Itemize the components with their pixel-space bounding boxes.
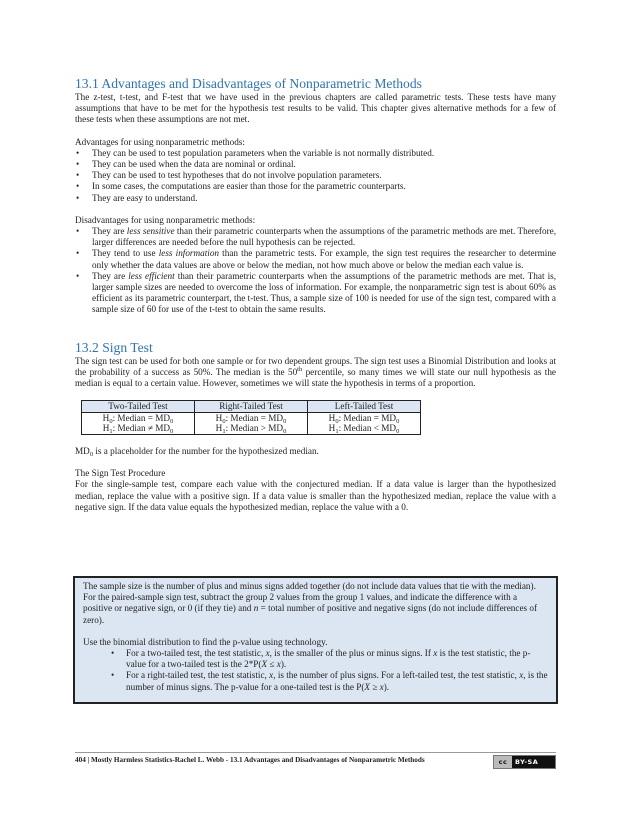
list-item: • They are less sensitive than their parametric counterparts when the assumptions of the parametric methods are met. Therefore, larger differences are needed before the null hypothesis can be rejected. (75, 226, 556, 248)
footer-text: 404 | Mostly Harmless Statistics-Rachel L. Webb - 13.1 Advantages and Disadvantages of Nonparametric Methods (75, 756, 425, 764)
table-header: Two-Tailed Test (82, 401, 195, 413)
page-content (75, 76, 556, 513)
procedure-text: For the single-sample test, compare each value with the conjectured median. If a data value is larger than the hypothesized median, replace the value with a positive sign. If a data value is smaller than the hypothesized median, replace the value with a negative sign. If the data value equals the hypothesized median, replace the value with a 0. (75, 479, 556, 512)
table-cell: $H_1$: Median < $MD_0$ (308, 423, 421, 434)
table-row (82, 412, 421, 423)
list-item: • They tend to use less information than the parametric tests. For example, the sign test requires the researcher to determine only whether the data values are above or below the median, not how much above or below the median each value is. (75, 248, 556, 270)
table-cell: $H_0$: Median = $MD_0$ (82, 412, 195, 423)
table-cell: $H_0$: Median = $MD_0$ (195, 412, 308, 423)
table-header: Left-Tailed Test (308, 401, 421, 413)
cc-by-sa-license-badge[interactable] (493, 755, 556, 769)
box-paragraph: The sample size is the number of plus and minus signs added together (do not include data values that tie with the median). For the paired-sample sign test, subtract the group 2 values from the group 1 values, and indicate the difference with a positive or negative sign, or 0 (if they tie) and n = total number of positive and negative signs (do not include differences of zero). (83, 581, 538, 625)
list-item: • For a right-tailed test, the test statistic, x, is the number of plus signs. For a left-tailed test, the test statistic, x, is the number of minus signs. The p-value for a one-tailed test is the P(X ≥ x). (110, 670, 548, 692)
procedure-callout-box (73, 576, 558, 704)
list-item: • They can be used to test population parameters when the variable is not normally distributed. (75, 148, 556, 159)
disadvantages-title: Disadvantages for using nonparametric methods: (75, 214, 256, 225)
table-cell: $H_0$: Median = $MD_0$ (308, 412, 421, 423)
procedure-title: The Sign Test Procedure (75, 468, 166, 479)
section-heading-13-1: 13.1 Advantages and Disadvantages of Nonparametric Methods (75, 76, 422, 91)
license-label: BY-SA (515, 758, 539, 766)
cc-icon: cc (494, 756, 512, 768)
box-list (110, 648, 548, 693)
section-heading-13-2: 13.2 Sign Test (75, 339, 153, 355)
list-item: • They are less efficient than their parametric counterparts when the assumptions of the parametric methods are met. That is, larger sample sizes are needed to overcome the loss of information. For example, the nonparametric sign test is about 60% as efficient as its parametric counterpart, the t-test. Thus, a sample size of 100 is needed for use of the sign test, compared with a sample size of 60 for use of the t-test to obtain the same results. (75, 271, 556, 316)
list-item: • They can be used when the data are nominal or ordinal. (75, 159, 556, 170)
list-item: • In some cases, the computations are easier than those for the parametric counterparts. (75, 181, 556, 192)
sign-test-intro: The sign test can be used for both one sample or for two dependent groups. The sign test uses a Binomial Distribution and looks at the probability of a success as 50%. The median is the 50th percentile, so many times we will state our null hypothesis as the median is equal to a certain value. However, sometimes we will state the hypothesis in terms of a proportion. (75, 355, 556, 389)
disadvantages-list (75, 226, 556, 316)
box-paragraph: Use the binomial distribution to find the p-value using technology. (83, 636, 328, 647)
intro-paragraph: The z-test, t-test, and F-test that we have used in the previous chapters are called parametric tests. These tests have many assumptions that have to be met for the hypothesis test results to be valid. This chapter gives alternative methods for a few of these tests when these assumptions are not met. (75, 92, 556, 125)
advantages-title: Advantages for using nonparametric methods: (75, 136, 245, 147)
table-cell: $H_1$: Median ≠ $MD_0$ (82, 423, 195, 434)
list-item: • For a two-tailed test, the test statistic, x, is the smaller of the plus or minus signs. If x is the test statistic, the p-value for a two-tailed test is the 2*P(X ≤ x). (110, 648, 548, 670)
md-note: $MD_0$ is a placeholder for the number for the hypothesized median. (75, 446, 319, 459)
page-footer (75, 752, 556, 765)
hypothesis-table (81, 400, 421, 435)
list-item: • They are easy to understand. (75, 193, 556, 204)
table-cell: $H_1$: Median > $MD_0$ (195, 423, 308, 434)
table-row (82, 423, 421, 434)
table-header: Right-Tailed Test (195, 401, 308, 413)
list-item: • They can be used to test hypotheses that do not involve population parameters. (75, 170, 556, 181)
advantages-list (75, 148, 556, 204)
